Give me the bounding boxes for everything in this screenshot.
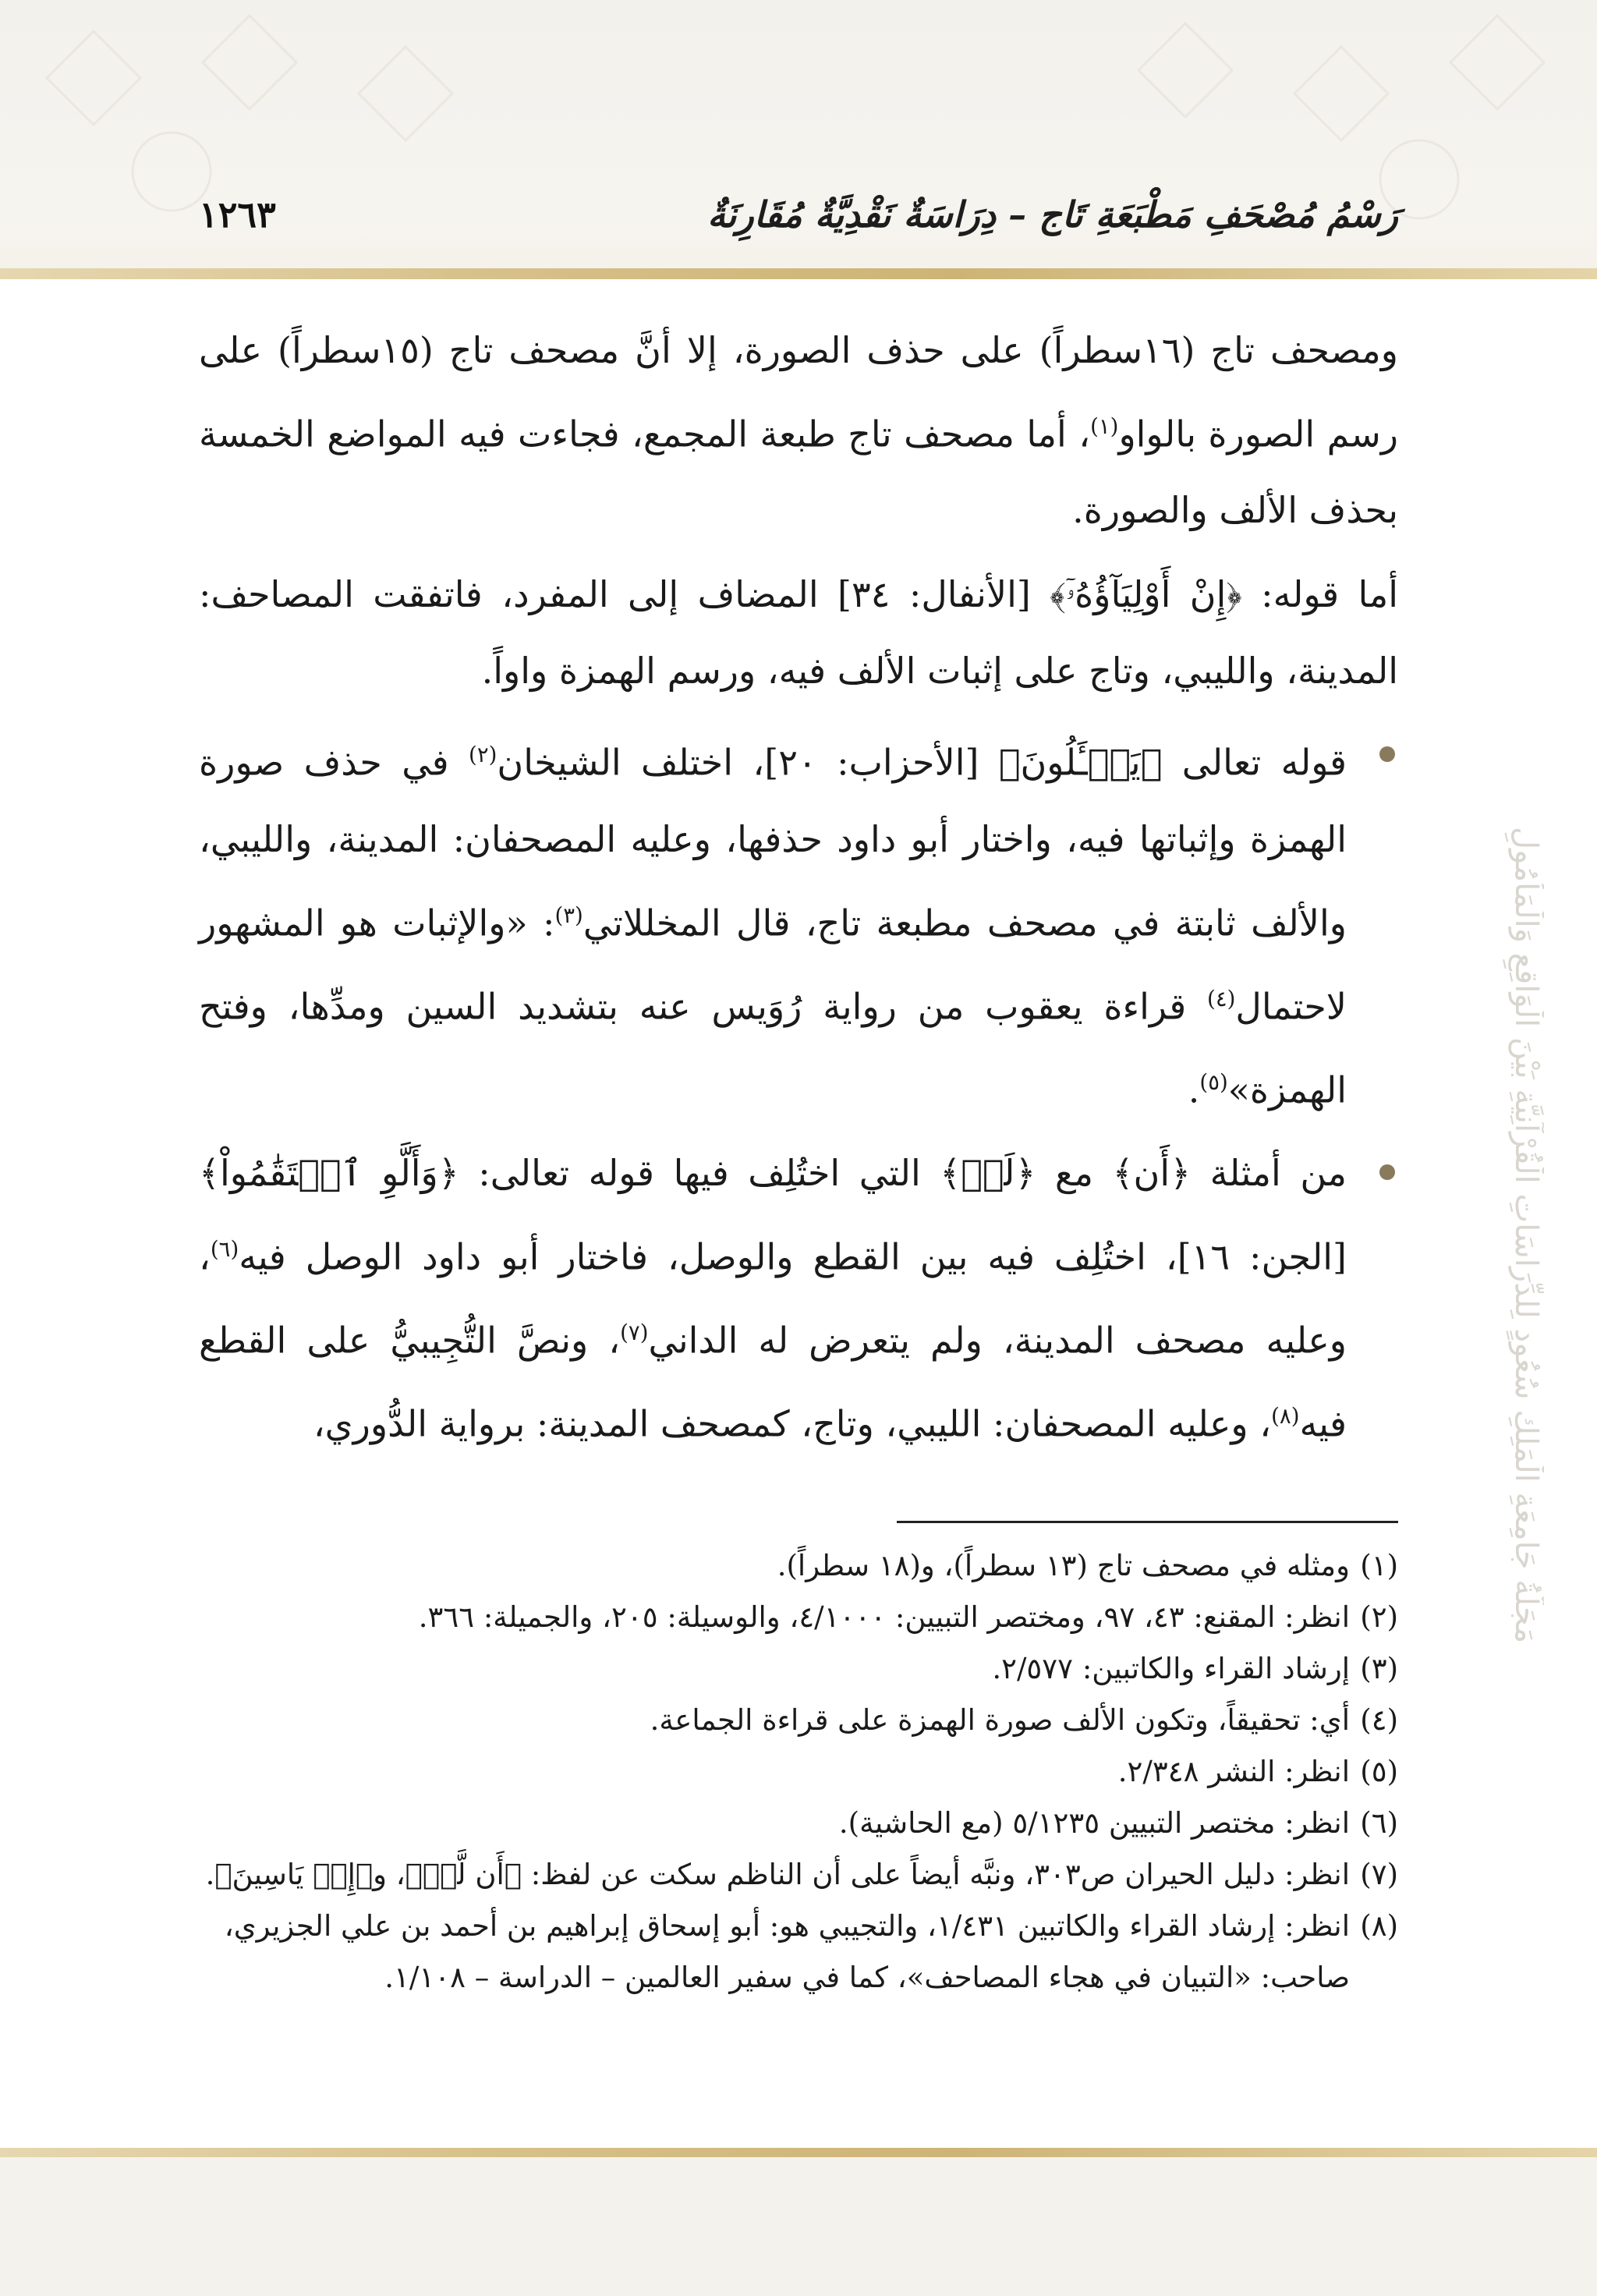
geometric-pattern-icon bbox=[0, 0, 1597, 278]
footer-gold-rule bbox=[0, 2148, 1597, 2157]
footnote-item bbox=[199, 1643, 1398, 1695]
bullet-1-text: : «والإثبات هو المشهور لاحتمال bbox=[199, 901, 1347, 1028]
footnote-item bbox=[199, 1798, 1398, 1849]
footnote-number: (٥) bbox=[1360, 1755, 1398, 1788]
footnote-text: انظر: النشر ٢/٣٤٨. bbox=[1117, 1755, 1350, 1788]
bullet-item-2 bbox=[199, 1135, 1398, 1462]
footnote-text: إرشاد القراء والكاتبين: ٢/٥٧٧. bbox=[992, 1652, 1350, 1685]
footnote-number: (١) bbox=[1360, 1549, 1398, 1582]
header-band bbox=[0, 0, 1597, 278]
footnote-ref: (٣) bbox=[554, 902, 583, 928]
bullet-1-text: في حذف صورة الهمزة وإثباتها فيه، واختار أبو داود حذفها، وعليه المصحفان: المدينة، والليبي، والألف ثابتة في مصحف مطبعة تاج، قال المخللاتي bbox=[199, 741, 1347, 944]
running-head: رَسْمُ مُصْحَفِ مَطْبَعَةِ تَاج – دِرَاسَةٌ نَقْدِيَّةٌ مُقَارِنَةٌ bbox=[707, 193, 1398, 236]
footnote-text: ومثله في مصحف تاج (١٣ سطراً)، و(١٨ سطراً). bbox=[777, 1549, 1350, 1582]
footnote-text: أي: تحقيقاً، وتكون الألف صورة الهمزة على قراءة الجماعة. bbox=[650, 1703, 1350, 1737]
bullet-1-text: قراءة يعقوب من رواية رُوَيس عنه بتشديد السين ومدِّها، وفتح الهمزة» bbox=[199, 985, 1347, 1111]
footnote-number: (٤) bbox=[1360, 1703, 1398, 1737]
footnote-text: انظر: مختصر التبيين ٥/١٢٣٥ (مع الحاشية). bbox=[838, 1806, 1350, 1840]
main-text bbox=[199, 312, 1398, 1469]
footnote-ref: (٤) bbox=[1207, 985, 1236, 1012]
paragraph-1-text: ومصحف تاج (١٦سطراً) على حذف الصورة، إلا أنَّ مصحف تاج (١٥سطراً) على رسم الصورة بالواو bbox=[199, 329, 1398, 455]
footnote-ref: (٦) bbox=[210, 1235, 239, 1262]
paragraph-1-text-cont: ، أما مصحف تاج طبعة المجمع، فجاءت فيه المواضع الخمسة بحذف الألف والصورة. bbox=[199, 413, 1398, 532]
footnote-ref: (٢) bbox=[469, 742, 498, 768]
footnote-ref: (٥) bbox=[1199, 1069, 1228, 1096]
footnote-item bbox=[199, 1695, 1398, 1746]
footnote-ref: (٨) bbox=[1271, 1403, 1300, 1430]
footnote-item bbox=[199, 1746, 1398, 1798]
footnote-number: (٢) bbox=[1360, 1600, 1398, 1634]
page-number: ١٢٦٣ bbox=[199, 193, 276, 236]
bullet-2-text: من أمثلة ﴿أَن﴾ مع ﴿لَوۡ﴾ التي اختُلِف فيها قوله تعالى: ﴿وَأَلَّوِ ٱسۡتَقَٰمُواْ﴾ [الجن: ١٦]، اختُلِف فيه بين القطع والوصل، فاختار أبو داود الوصل فيه bbox=[199, 1151, 1347, 1277]
bullet-2-text: ، ونصَّ التُّجِيبيُّ على القطع فيه bbox=[199, 1319, 1347, 1445]
footnote-number: (٧) bbox=[1360, 1858, 1398, 1891]
bullet-2-text: ، وعليه المصحفان: الليبي، وتاج، كمصحف المدينة: برواية الدُّوري، bbox=[313, 1402, 1272, 1445]
paragraph-1 bbox=[199, 312, 1398, 548]
bullet-icon bbox=[1379, 1164, 1395, 1180]
header-gold-rule bbox=[0, 268, 1597, 279]
footnote-separator bbox=[897, 1521, 1398, 1523]
bullet-item-1 bbox=[199, 717, 1398, 1128]
footnote-text: انظر: المقنع: ٤٣، ٩٧، ومختصر التبيين: ٤/١٠٠٠، والوسيلة: ٢٠٥، والجميلة: ٣٦٦. bbox=[418, 1600, 1350, 1634]
footnote-text: انظر: إرشاد القراء والكاتبين ١/٤٣١، والتجيبي هو: أبو إسحاق إبراهيم بن أحمد بن علي الجزيري، صاحب: «التبيان في هجاء المصاحف»، كما في سفير العالمين – الدراسة – ١/١٠٨. bbox=[224, 1909, 1350, 1994]
footnote-ref: (١) bbox=[1090, 413, 1119, 439]
paragraph-2-text: أما قوله: ﴿إِنْ أَوْلِيَآؤُهُۥٓ﴾ [الأنفال: ٣٤] المضاف إلى المفرد، فاتفقت المصاحف: المدينة، والليبي، وتاج على إثبات الألف فيه، ورسم الهمزة واواً. bbox=[199, 573, 1398, 693]
bullet-1-text: . bbox=[1188, 1068, 1200, 1111]
bullet-1-text: قوله تعالى ﴿يَسۡـَٔلُونَ﴾ [الأحزاب: ٢٠]، اختلف الشيخان bbox=[497, 741, 1347, 784]
footnote-text: انظر: دليل الحيران ص٣٠٣، ونبَّه أيضاً على أن الناظم سكت عن لفظ: ﴿أَن لَّوۡ﴾، و﴿إِلۡ يَاسِينَ﴾. bbox=[205, 1858, 1350, 1891]
footnotes bbox=[199, 1540, 1398, 2004]
bullet-icon bbox=[1379, 746, 1395, 762]
footnote-item bbox=[199, 1592, 1398, 1643]
bullet-2-text: ، وعليه مصحف المدينة، ولم يتعرض له الداني bbox=[199, 1235, 1347, 1362]
paragraph-2 bbox=[199, 556, 1398, 709]
footnote-item bbox=[199, 1540, 1398, 1592]
side-watermark-title: مَجَلَّةُ جَامِعَةِ الْمَلِكِ سُعُودٍ لِلدِّرَاسَاتِ الْقُرْآنِيَّةِ بَيْنَ الْوَاقِعِ وَالْمَأْمُولِ bbox=[1508, 827, 1544, 1644]
footnote-number: (٨) bbox=[1360, 1909, 1398, 1943]
footer-band bbox=[0, 2157, 1597, 2296]
footnote-ref: (٧) bbox=[620, 1319, 649, 1345]
footnote-item bbox=[199, 1849, 1398, 1901]
footnote-number: (٦) bbox=[1360, 1806, 1398, 1840]
footnote-item bbox=[199, 1901, 1398, 2004]
footnote-number: (٣) bbox=[1360, 1652, 1398, 1685]
